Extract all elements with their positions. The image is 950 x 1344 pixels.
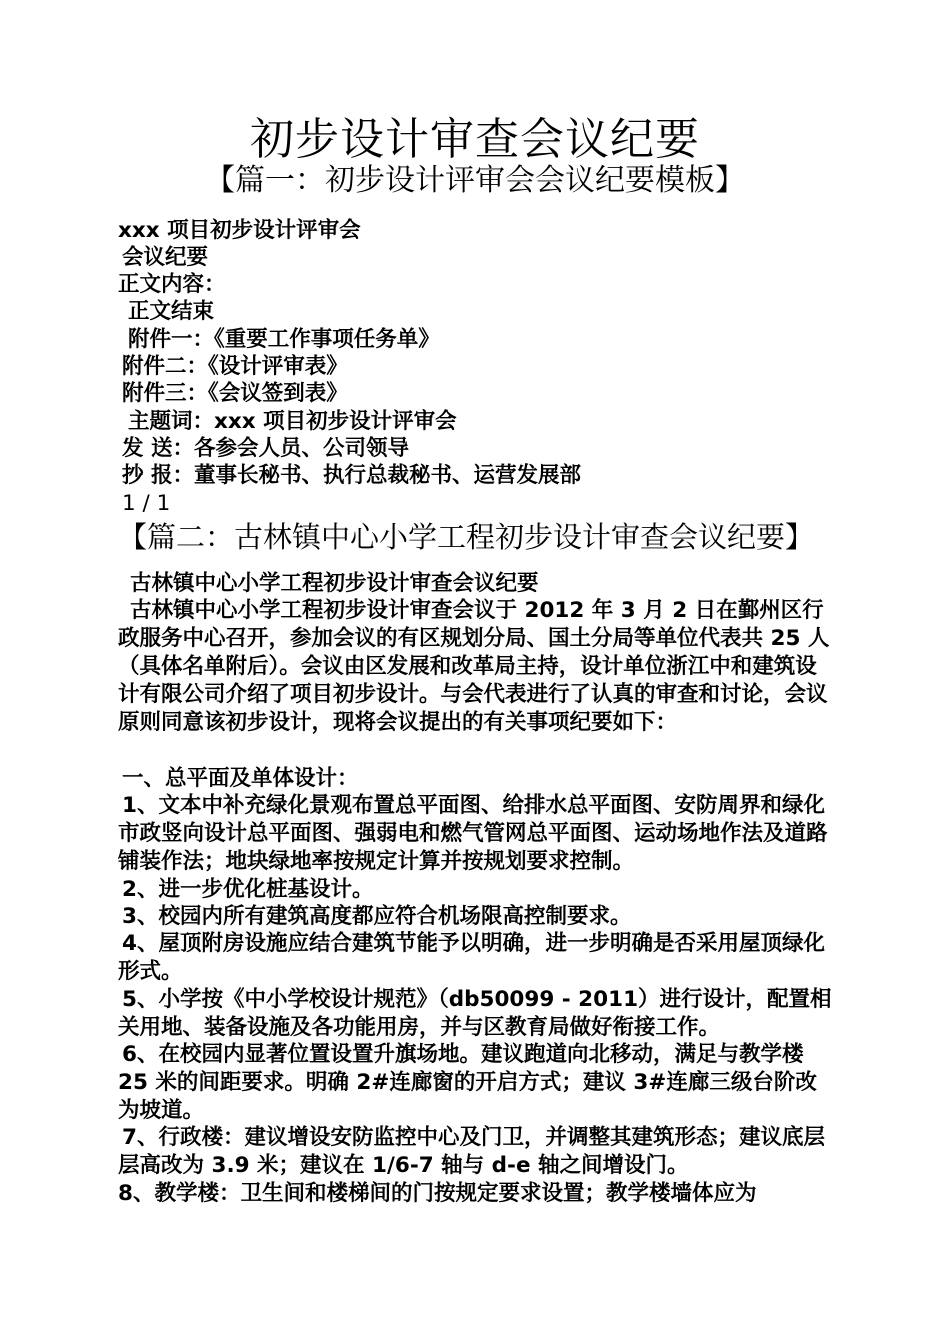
item-4: 4、屋顶附房设施应结合建筑节能予以明确，进一步明确是否采用屋顶绿化形式。: [118, 931, 825, 984]
part1-line-send-to: 发 送：各参会人员、公司领导: [122, 436, 409, 461]
item-7: 7、行政楼：建议增设安防监控中心及门卫，并调整其建筑形态；建议底层层高改为 3.9 米；建议在 1/6-7 轴与 d-e 轴之间增设门。: [118, 1125, 825, 1178]
part1-line-attachment-1: 附件一：《重要工作事项任务单》: [128, 327, 440, 352]
item-6: 6、在校园内显著位置设置升旗场地。建议跑道向北移动，满足与教学楼 25 米的间距要求。明确 2#连廊窗的开启方式；建议 3#连廊三级台阶改为坡道。: [118, 1042, 817, 1123]
item-8: 8、教学楼：卫生间和楼梯间的门按规定要求设置；教学楼墙体应为: [118, 1181, 757, 1206]
document-title: 初步设计审查会议纪要: [250, 114, 700, 165]
part1-line-minutes: 会议纪要: [122, 245, 209, 270]
part1-line-subject: 主题词：xxx 项目初步设计评审会: [128, 409, 457, 434]
part2-intro-paragraph: 古林镇中心小学工程初步设计审查会议于 2012 年 3 月 2 日在鄞州区行政服务中心召开，参加会议的有区规划分局、国土分局等单位代表共 25 人（具体名单附后）。会议由区发展和改革局主持，设计单位浙江中和建筑设计有限公司介绍了项目初步设计。与会代表进行了认真的审查和讨论，会议原则同意该初步设计，现将会议提出的有关事项纪要如下：: [118, 598, 830, 735]
item-1: 1、文本中补充绿化景观布置总平面图、给排水总平面图、安防周界和绿化市政竖向设计总平面图、强弱电和燃气管网总平面图、运动场地作法及道路铺装作法；地块绿地率按规定计算并按规划要求控制。: [118, 793, 828, 874]
part1-line-attachment-2: 附件二：《设计评审表》: [122, 354, 348, 379]
part1-line-copy-to: 抄 报：董事长秘书、执行总裁秘书、运营发展部: [122, 463, 581, 488]
part1-page-number: 1 / 1: [122, 491, 171, 516]
item-3: 3、校园内所有建筑高度都应符合机场限高控制要求。: [122, 904, 632, 929]
part2-title: 古林镇中心小学工程初步设计审查会议纪要: [130, 571, 539, 596]
part1-heading: 【篇一：初步设计评审会会议纪要模板】: [205, 163, 745, 198]
part1-line-body-start: 正文内容：: [118, 272, 226, 297]
item-2: 2、进一步优化桩基设计。: [122, 877, 374, 902]
part1-line-attachment-3: 附件三：《会议签到表》: [122, 381, 348, 406]
part1-line-project: xxx 项目初步设计评审会: [118, 218, 361, 243]
part2-heading: 【篇二：古林镇中心小学工程初步设计审查会议纪要】: [118, 520, 815, 554]
part1-line-body-end: 正文结束: [128, 299, 215, 324]
item-5: 5、小学按《中小学校设计规范》（db50099 - 2011）进行设计，配置相关用地、装备设施及各功能用房，并与区教育局做好衔接工作。: [118, 987, 832, 1040]
section-1-heading: 一、总平面及单体设计：: [122, 766, 359, 791]
